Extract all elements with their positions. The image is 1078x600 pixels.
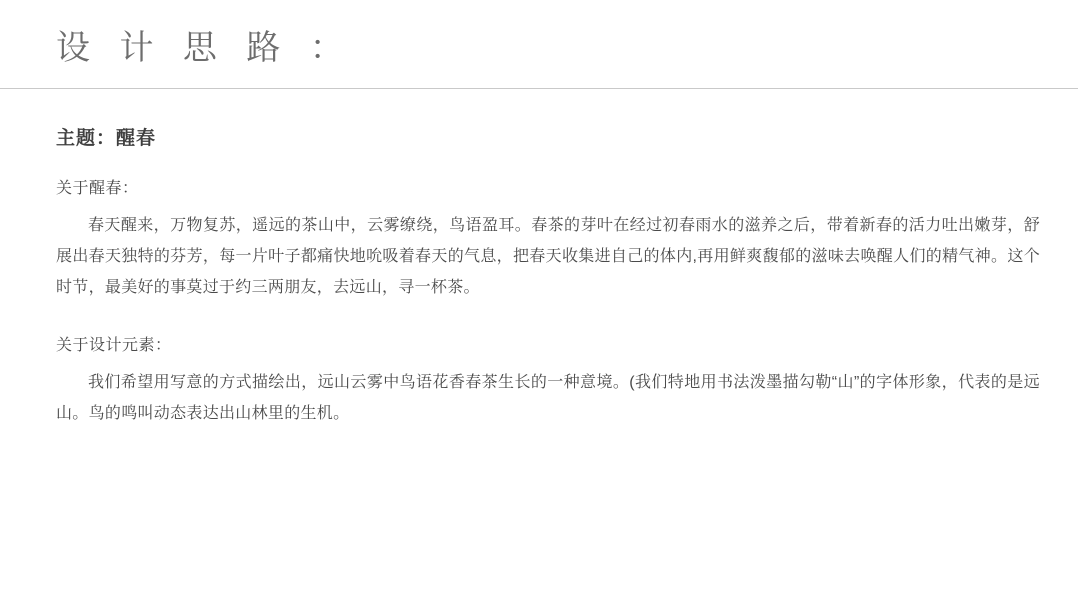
page-title: 设 计 思 路 ： — [56, 29, 354, 67]
section-label: 关于醒春： — [56, 180, 139, 198]
section-paragraph: 春天醒来，万物复苏，遥远的茶山中，云雾缭绕，鸟语盈耳。春茶的芽叶在经过初春雨水的滋养之后，带着新春的活力吐出嫩芽，舒展出春天独特的芬芳，每一片叶子都痛快地吮吸着春天的气息，把春天收集进自己的体内,再用鲜爽馥郁的滋味去唤醒人们的精气神。这个时节，最美好的事莫过于约三两朋友，去远山，寻一杯茶。 — [56, 216, 1040, 297]
header-divider — [0, 88, 1078, 89]
document-content — [0, 123, 1078, 429]
subject-heading: 主题：醒春 — [56, 128, 157, 150]
page-header — [0, 0, 1078, 70]
section-about-design-elements — [56, 333, 1044, 429]
section-about-xingchun — [56, 176, 1044, 303]
section-paragraph: 我们希望用写意的方式描绘出，远山云雾中鸟语花香春茶生长的一种意境。(我们特地用书法泼墨描勾勒“山”的字体形象，代表的是远山。鸟的鸣叫动态表达出山林里的生机。 — [56, 373, 1040, 423]
section-label: 关于设计元素： — [56, 337, 172, 355]
